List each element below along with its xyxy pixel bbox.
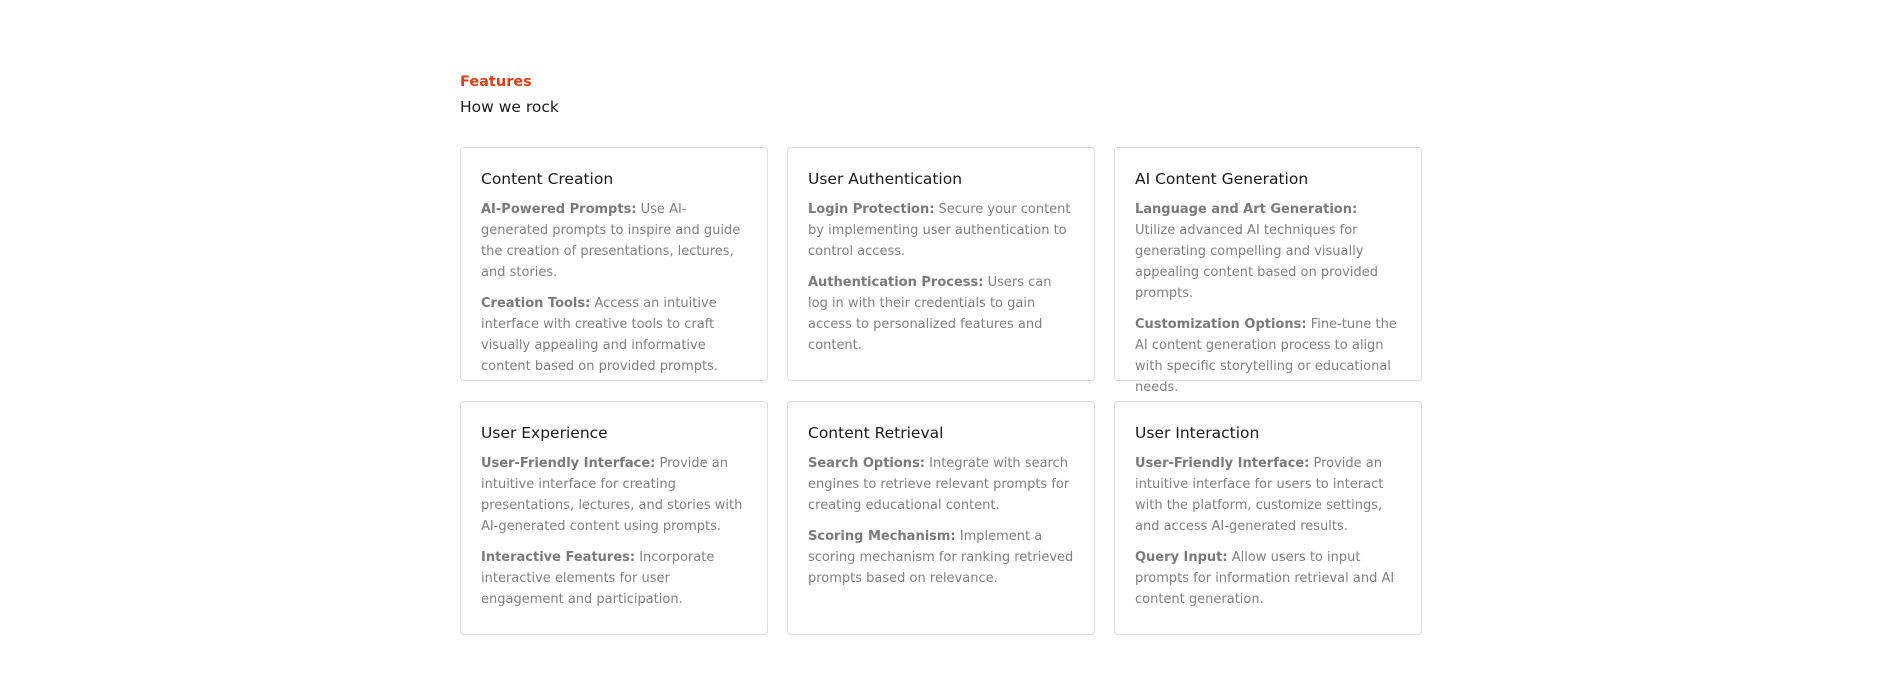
card-item-label: Creation Tools: [481, 296, 591, 311]
card-item [1135, 199, 1401, 304]
card-item [1135, 547, 1401, 610]
card-item [808, 453, 1074, 516]
feature-grid [460, 147, 1422, 635]
card-item-text: Secure your content by implementing user authentication to control access. [808, 202, 1071, 259]
card-item-text: Provide an intuitive interface for creating presentations, lectures, and stories with AI-generated content using prompts. [481, 456, 743, 534]
card-item-label: User-Friendly Interface: [1135, 456, 1310, 471]
card-item [808, 272, 1074, 356]
card-item-text: Incorporate interactive elements for user engagement and participation. [481, 550, 715, 607]
card-item-label: Scoring Mechanism: [808, 529, 956, 544]
card-item [1135, 453, 1401, 537]
card-item-label: Search Options: [808, 456, 925, 471]
card-item-text: Integrate with search engines to retrieve relevant prompts for creating educational content. [808, 456, 1070, 513]
card-item-label: User-Friendly Interface: [481, 456, 656, 471]
feature-card-user-experience [460, 401, 768, 635]
feature-card-user-interaction [1114, 401, 1422, 635]
card-title: User Interaction [1135, 424, 1260, 442]
card-item-text: Fine-tune the AI content generation process to align with specific storytelling or educational needs. [1135, 317, 1397, 395]
card-item [481, 453, 747, 537]
card-title: Content Creation [481, 170, 614, 188]
feature-card-user-authentication [787, 147, 1095, 381]
card-item-label: Customization Options: [1135, 317, 1307, 332]
card-title: AI Content Generation [1135, 170, 1309, 188]
card-item [808, 526, 1074, 589]
card-item-text: Provide an intuitive interface for users to interact with the platform, customize settings, and access AI-generated results. [1135, 456, 1384, 534]
card-item-label: AI-Powered Prompts: [481, 202, 637, 217]
card-item-label: Language and Art Generation: [1135, 202, 1358, 217]
feature-card-content-retrieval [787, 401, 1095, 635]
card-item-text: Implement a scoring mechanism for ranking retrieved prompts based on relevance. [808, 529, 1074, 586]
card-item-text: Access an intuitive interface with creative tools to craft visually appealing and informative content based on provided prompts. [481, 296, 718, 374]
card-title: User Experience [481, 424, 608, 442]
section-heading: How we rock [460, 98, 559, 116]
card-item [808, 199, 1074, 262]
card-item-label: Login Protection: [808, 202, 935, 217]
card-item [1135, 314, 1401, 398]
card-item-text: Users can log in with their credentials to gain access to personalized features and content. [808, 275, 1052, 353]
feature-card-ai-content-generation [1114, 147, 1422, 395]
card-item-text: Utilize advanced AI techniques for generating compelling and visually appealing content based on provided prompts. [1135, 223, 1378, 301]
card-item-text: Allow users to input prompts for information retrieval and AI content generation. [1135, 550, 1395, 607]
card-item-text: Use AI-generated prompts to inspire and guide the creation of presentations, lectures, and stories. [481, 202, 741, 280]
card-item [481, 199, 747, 283]
card-item-label: Query Input: [1135, 550, 1228, 565]
card-item-label: Interactive Features: [481, 550, 636, 565]
card-item [481, 293, 747, 377]
section-eyebrow: Features [460, 74, 532, 90]
card-item-label: Authentication Process: [808, 275, 984, 290]
feature-card-content-creation [460, 147, 768, 381]
card-title: Content Retrieval [808, 424, 944, 442]
card-item [481, 547, 747, 610]
card-title: User Authentication [808, 170, 963, 188]
